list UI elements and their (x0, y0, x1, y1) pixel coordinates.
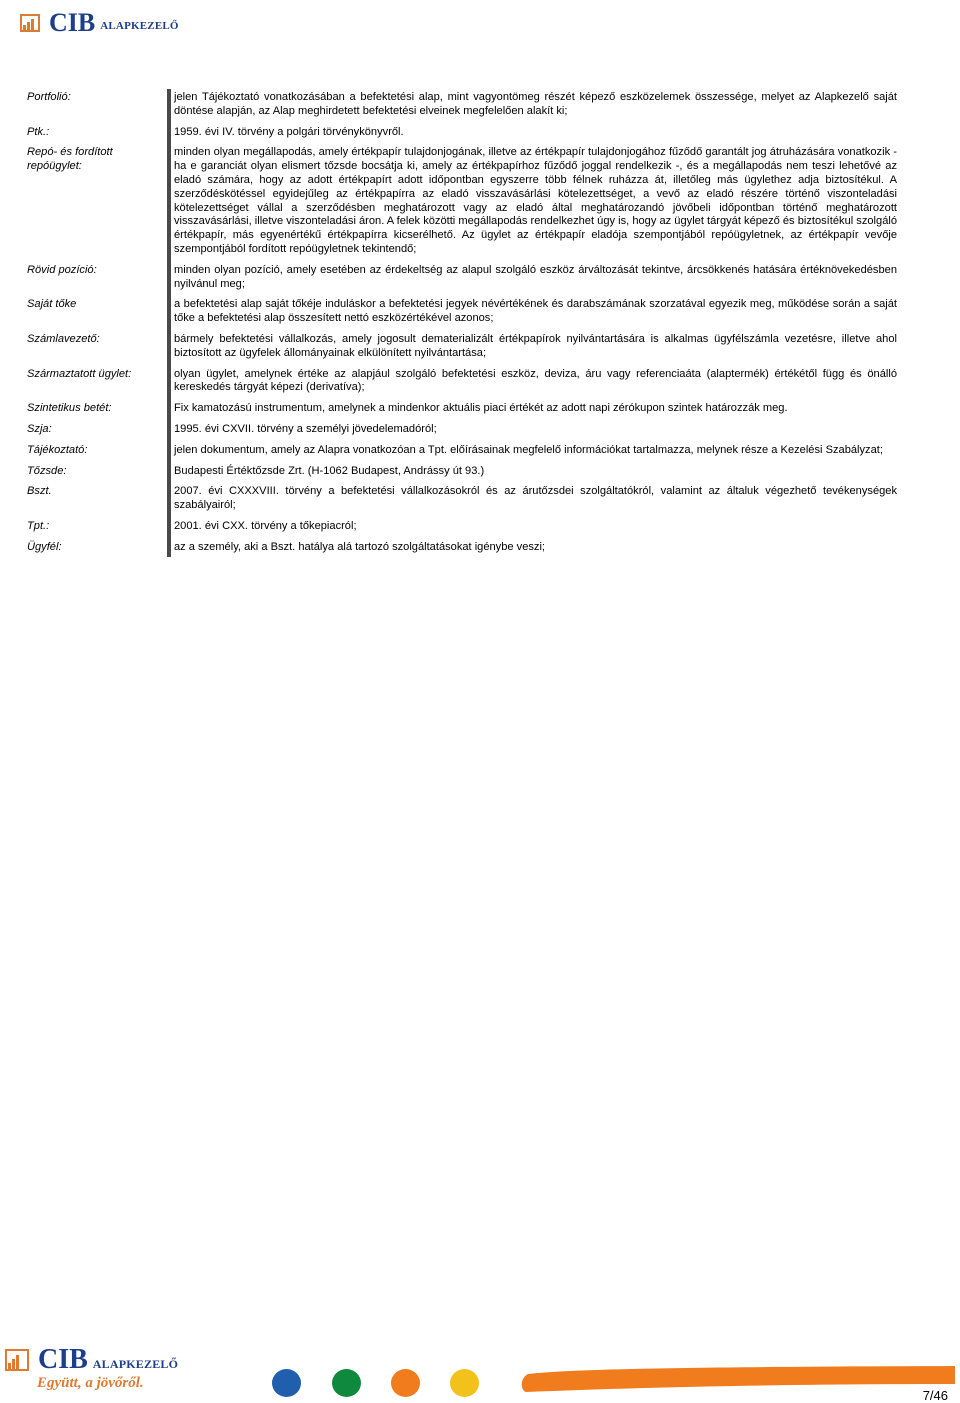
definition-text: 1995. évi CXVII. törvény a személyi jövedelemadóról; (167, 421, 897, 442)
definition-term: Ptk.: (27, 125, 50, 138)
definitions-list (27, 89, 897, 557)
definition-row (27, 331, 897, 366)
definition-row (27, 483, 897, 518)
definition-text: Budapesti Értéktőzsde Zrt. (H-1062 Budapest, Andrássy út 93.) (167, 463, 897, 484)
definition-row (27, 89, 897, 124)
definition-term: Számlavezető: (27, 332, 100, 345)
definition-text: jelen dokumentum, amely az Alapra vonatkozóan a Tpt. előírásainak megfelelő információkat tartalmazza, melynek része a Kezelési Szabályzat; (167, 442, 897, 463)
definition-text: Fix kamatozású instrumentum, amelynek a mindenkor aktuális piaci értékét az adott napi zérókupon szintek határozzák meg. (167, 400, 897, 421)
footer-logo (5, 1344, 179, 1392)
definition-term: Származtatott ügylet: (27, 367, 132, 380)
definition-term: Repó- és fordított repóügylet: (27, 146, 113, 173)
definition-text: olyan ügylet, amelynek értéke az alapjául szolgáló befektetési eszköz, deviza, áru vagy referenciaáta (alaptermék) értékétől függ és önálló kereskedés tárgyát képezi (derivatíva); (167, 366, 897, 401)
definition-term: Portfolió: (27, 91, 71, 103)
definition-term: Tájékoztató: (27, 443, 88, 456)
definition-row (27, 366, 897, 401)
definition-row (27, 262, 897, 297)
definition-text: minden olyan pozíció, amely esetében az érdekeltség az alapul szolgáló eszköz árváltozását tekintve, árcsökkenés hatására értéknövekedésben nyilvánul meg; (167, 262, 897, 297)
definition-text: minden olyan megállapodás, amely értékpapír tulajdonjogának, illetve az értékpapír tulajdonjogához fűződő garantált jog átruházására vonatkozik - ha e garanciát olyan elismert tőzsde bocsátja ki, amely az értékpapírhoz fűződő joggal rendelkezik -, és a megállapodás nem teszi lehetővé az eladó számára, hogy az adott értékpapírt adott időpontban egyszerre több félnek ruházza át, illetőleg más ügylethez adja biztosítékul. A szerződéskötéssel egyidejűleg az értékpapírra az eladó visszavásárlási kötelezettséget, a vevő az eladó részére történő viszonteladási kötelezettséget vállal a szerződésben meghatározott vagy az eladó által meghatározandó jövőbeli időpontban történő meghatározott visszavásárlási, illetve viszonteladási áron. A felek közötti megállapodás rendelkezhet úgy is, hogy az ügylet tárgyát képező és biztosítékul szolgáló értékpapír, más egyenértékű értékpapírra kicserélhető. Az ügylet az értékpapír eladója szempontjából repóügyletnek, az értékpapír vevője szempontjából fordított repóügyletnek tekintendő; (167, 144, 897, 261)
definition-text: jelen Tájékoztató vonatkozásában a befektetési alap, mint vagyontömeg részét képező eszközelemek összessége, melyet az Alapkezelő saját döntése alapján, az Alap meghirdetett befektetési elveinek megfelelően alakít ki; (167, 89, 897, 124)
definition-row (27, 400, 897, 421)
dot-blue-icon (272, 1369, 301, 1397)
definition-term: Tőzsde: (27, 464, 67, 477)
definition-term: Tpt.: (27, 519, 50, 532)
definition-row (27, 144, 897, 261)
definition-text: az a személy, aki a Bszt. hatálya alá tartozó szolgáltatásokat igénybe veszi; (167, 539, 897, 557)
definition-term: Szja: (27, 422, 52, 435)
definition-row (27, 539, 897, 557)
definition-text: a befektetési alap saját tőkéje induláskor a befektetési jegyek névértékének és darabszámának szorzatával egyezik meg, működése során a saját tőke a befektetési alap összesített nettó eszközértékével azonos; (167, 296, 897, 331)
logo-text: CIB (49, 8, 96, 37)
logo-mark-icon (20, 12, 44, 34)
dot-green-icon (332, 1369, 361, 1397)
definition-text: bármely befektetési vállalkozás, amely jogosult dematerializált értékpapírok nyilvántartására is alkalmas ügyfélszámla vezetésre, illetve ahol biztosított az ügyfelek állományainak elkülönített nyilvántartása; (167, 331, 897, 366)
definition-text: 2007. évi CXXXVIII. törvény a befektetési vállalkozásokról és az árutőzsdei szolgáltatókról, valamint az általuk végezhető tevékenységek szabályairól; (167, 483, 897, 518)
definition-row (27, 442, 897, 463)
footer-logo-subtitle: ALAPKEZELŐ (92, 1356, 179, 1371)
definition-row (27, 421, 897, 442)
dot-orange-icon (391, 1369, 420, 1397)
definition-row (27, 124, 897, 145)
definition-row (27, 518, 897, 539)
definition-term: Saját tőke (27, 298, 77, 311)
definition-row (27, 463, 897, 484)
definition-row (27, 296, 897, 331)
logo-subtitle: ALAPKEZELŐ (100, 20, 179, 32)
footer-logo-text: CIB (38, 1344, 88, 1375)
definition-term: Rövid pozíció: (27, 263, 97, 276)
definition-text: 1959. évi IV. törvény a polgári törvénykönyvről. (167, 124, 897, 145)
dot-yellow-icon (450, 1369, 479, 1397)
footer-slogan: Együtt, a jövőről. (37, 1375, 144, 1391)
page-number: 7/46 (922, 1388, 948, 1403)
definition-text: 2001. évi CXX. törvény a tőkepiacról; (167, 518, 897, 539)
definition-term: Ügyfél: (27, 540, 62, 553)
footer-dots (272, 1369, 502, 1399)
definition-term: Szintetikus betét: (27, 402, 112, 415)
definition-term: Bszt. (27, 485, 52, 498)
logo-mark-icon (5, 1347, 33, 1373)
footer-swoosh-icon (520, 1364, 955, 1392)
header-logo (20, 8, 179, 37)
